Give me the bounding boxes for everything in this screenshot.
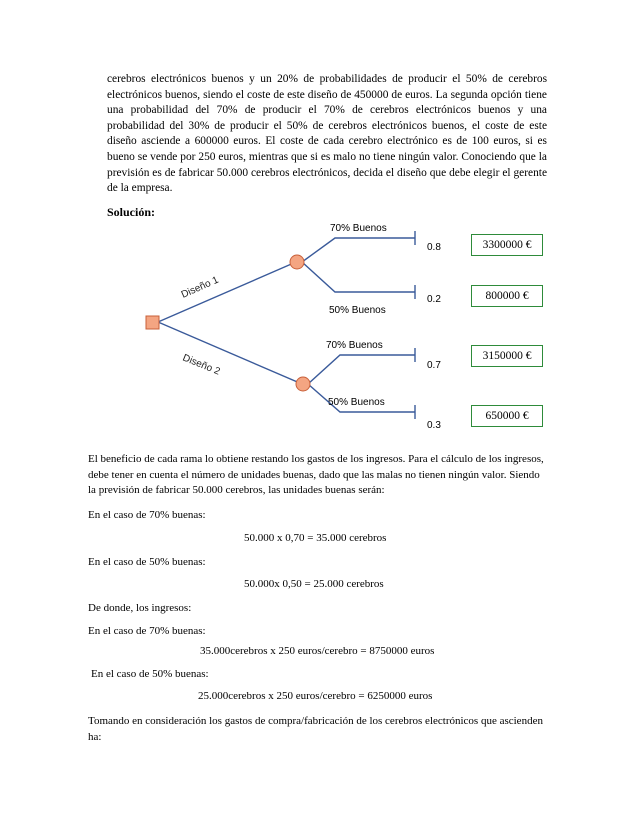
ingresos-label: De donde, los ingresos: [88, 602, 192, 614]
case-70-label: En el caso de 70% buenas: [88, 509, 206, 521]
branch-line-design1 [158, 262, 296, 322]
case-50-label-2: En el caso de 50% buenas: [91, 668, 209, 680]
calc-50: 50.000x 0,50 = 25.000 cerebros [244, 578, 384, 590]
case-50-label: En el caso de 50% buenas: [88, 556, 206, 568]
leaf-prob-1: 0.8 [427, 242, 441, 253]
leaf-prob-2: 0.2 [427, 294, 441, 305]
income-70: 35.000cerebros x 250 euros/cerebro = 8750000 euros [200, 645, 435, 657]
branch-line-d1-70 [302, 238, 415, 262]
value-box-1: 3300000 € [471, 234, 543, 256]
value-box-4: 650000 € [471, 405, 543, 427]
calc-70: 50.000 x 0,70 = 35.000 cerebros [244, 532, 387, 544]
branch-line-design2 [158, 322, 302, 384]
income-50: 25.000cerebros x 250 euros/cerebro = 6250000 euros [198, 690, 433, 702]
solution-heading: Solución: [107, 205, 156, 219]
leaf-label-2: 50% Buenos [329, 305, 386, 316]
problem-paragraph: cerebros electrónicos buenos y un 20% de probabilidades de producir el 50% de cerebros electrónicos buenos, siendo el coste de este diseño de 450000 de euros. La segunda opción tiene una probabilidad del 70% de producir el 70% de cerebros electrónicos buenos y una probabilidad del 30% de producir el 50% de cerebros electrónicos buenos, el coste de este diseño asciende a 600000 euros. El coste de cada cerebro electrónico es de 100 euros, si es bueno se vende por 250 euros, mientras que si es malo no tiene ningún valor. Conociendo que la previsión es de fabricar 50.000 cerebros electrónicos, decida el diseño que debe elegir el gerente de la empresa. [107, 73, 547, 195]
branch-line-d1-50 [302, 262, 415, 292]
decision-node [146, 316, 159, 329]
case-70-label-2: En el caso de 70% buenas: [88, 625, 206, 637]
chance-node-design2 [296, 377, 310, 391]
chance-node-design1 [290, 255, 304, 269]
leaf-label-4: 50% Buenos [328, 397, 385, 408]
body-paragraph-intro: El beneficio de cada rama lo obtiene restando los gastos de los ingresos. Para el cálculo de los ingresos, debe tener en cuenta el número de unidades buenas, dado que las malas no tienen ningún valor. Siendo la previsión de fabricar 50.000 cerebros, las unidades buenas serán: [88, 453, 544, 496]
branch-label-design1: Diseño 1 [179, 274, 221, 301]
value-box-3: 3150000 € [471, 345, 543, 367]
leaf-prob-3: 0.7 [427, 360, 441, 371]
leaf-label-3: 70% Buenos [326, 340, 383, 351]
leaf-label-1: 70% Buenos [330, 223, 387, 234]
branch-line-d2-70 [308, 355, 415, 384]
leaf-prob-4: 0.3 [427, 420, 441, 431]
gastos-paragraph: Tomando en consideración los gastos de compra/fabricación de los cerebros electrónicos que ascienden ha: [88, 715, 543, 743]
branch-label-design2: Diseño 2 [180, 352, 222, 378]
value-box-2: 800000 € [471, 285, 543, 307]
